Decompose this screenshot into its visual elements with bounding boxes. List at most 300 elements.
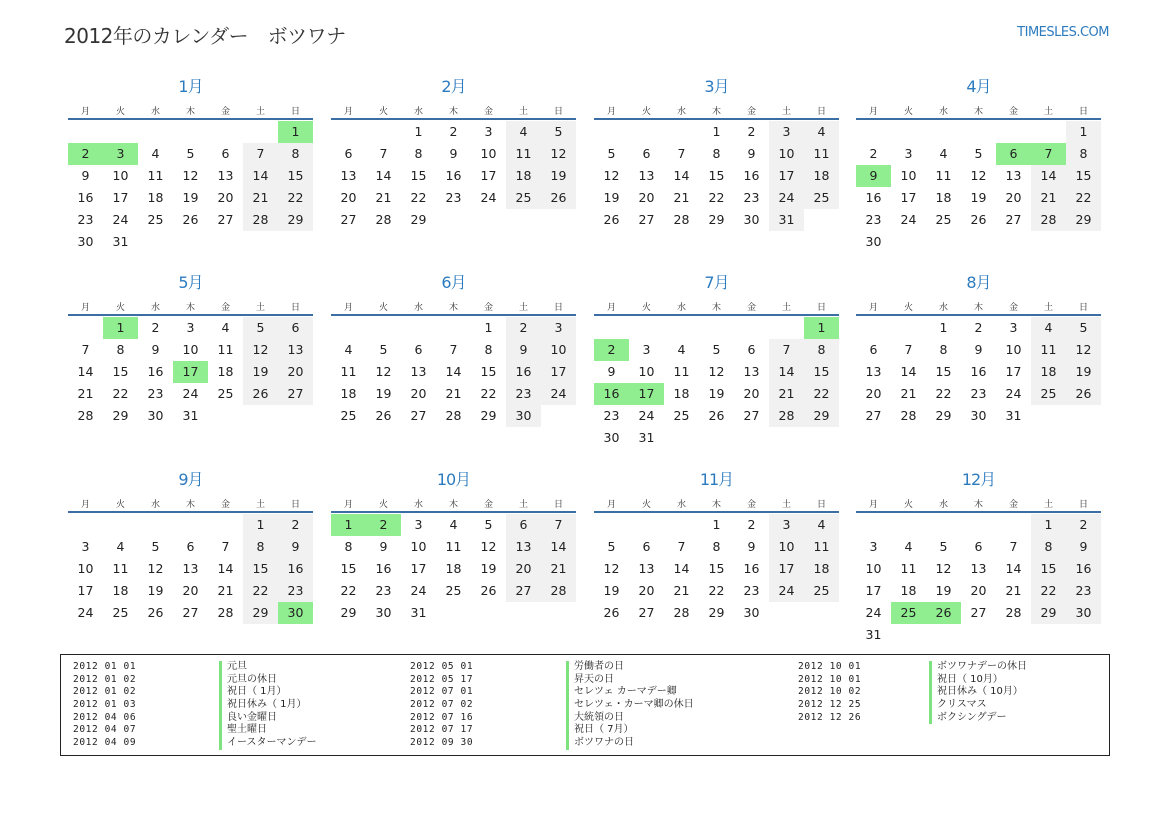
day-cell[interactable]: 21 [243,187,278,209]
day-cell[interactable]: 6 [414,342,423,357]
day-cell[interactable]: 3 [186,320,195,335]
day-cell[interactable]: 4 [1031,317,1066,339]
day-cell[interactable]: 2 [869,146,878,161]
day-cell[interactable]: 7 [541,514,576,536]
holiday-day-cell[interactable]: 17 [629,383,664,405]
day-cell[interactable]: 5 [379,342,388,357]
day-cell[interactable]: 26 [480,583,497,598]
day-cell[interactable]: 21 [445,386,462,401]
day-cell[interactable]: 8 [939,342,948,357]
day-cell[interactable]: 12 [970,168,987,183]
day-cell[interactable]: 29 [708,212,725,227]
day-cell[interactable]: 11 [340,364,357,379]
day-cell[interactable]: 12 [182,168,199,183]
day-cell[interactable]: 14 [673,168,690,183]
day-cell[interactable]: 16 [445,168,462,183]
day-cell[interactable]: 15 [1031,558,1066,580]
day-cell[interactable]: 10 [865,561,882,576]
day-cell[interactable]: 4 [449,517,458,532]
day-cell[interactable]: 19 [603,190,620,205]
day-cell[interactable]: 28 [1005,605,1022,620]
day-cell[interactable]: 1 [1031,514,1066,536]
day-cell[interactable]: 11 [673,364,690,379]
day-cell[interactable]: 28 [375,212,392,227]
day-cell[interactable]: 4 [506,121,541,143]
day-cell[interactable]: 25 [217,386,234,401]
day-cell[interactable]: 24 [638,408,655,423]
day-cell[interactable]: 18 [147,190,164,205]
day-cell[interactable]: 22 [708,190,725,205]
day-cell[interactable]: 26 [182,212,199,227]
day-cell[interactable]: 24 [410,583,427,598]
day-cell[interactable]: 3 [484,124,493,139]
day-cell[interactable]: 11 [445,539,462,554]
day-cell[interactable]: 25 [1031,383,1066,405]
day-cell[interactable]: 11 [1031,339,1066,361]
day-cell[interactable]: 2 [151,320,160,335]
day-cell[interactable]: 22 [804,383,839,405]
holiday-day-cell[interactable]: 9 [856,165,891,187]
day-cell[interactable]: 15 [278,165,313,187]
day-cell[interactable]: 13 [182,561,199,576]
day-cell[interactable]: 31 [769,209,804,231]
day-cell[interactable]: 17 [541,361,576,383]
day-cell[interactable]: 18 [804,558,839,580]
day-cell[interactable]: 14 [217,561,234,576]
day-cell[interactable]: 30 [147,408,164,423]
day-cell[interactable]: 11 [112,561,129,576]
day-cell[interactable]: 12 [541,143,576,165]
day-cell[interactable]: 10 [77,561,94,576]
day-cell[interactable]: 6 [642,539,651,554]
day-cell[interactable]: 9 [607,364,616,379]
day-cell[interactable]: 8 [344,539,353,554]
day-cell[interactable]: 17 [77,583,94,598]
day-cell[interactable]: 13 [865,364,882,379]
day-cell[interactable]: 13 [638,168,655,183]
day-cell[interactable]: 22 [243,580,278,602]
day-cell[interactable]: 8 [712,146,721,161]
day-cell[interactable]: 23 [865,212,882,227]
day-cell[interactable]: 14 [900,364,917,379]
day-cell[interactable]: 25 [445,583,462,598]
day-cell[interactable]: 25 [804,187,839,209]
holiday-day-cell[interactable]: 1 [103,317,138,339]
day-cell[interactable]: 11 [935,168,952,183]
day-cell[interactable]: 25 [673,408,690,423]
day-cell[interactable]: 5 [151,539,160,554]
day-cell[interactable]: 30 [865,234,882,249]
day-cell[interactable]: 4 [344,342,353,357]
day-cell[interactable]: 6 [869,342,878,357]
day-cell[interactable]: 4 [939,146,948,161]
day-cell[interactable]: 2 [1066,514,1101,536]
day-cell[interactable]: 17 [1005,364,1022,379]
day-cell[interactable]: 17 [769,165,804,187]
day-cell[interactable]: 9 [747,146,756,161]
day-cell[interactable]: 30 [743,605,760,620]
day-cell[interactable]: 21 [769,383,804,405]
day-cell[interactable]: 15 [708,561,725,576]
day-cell[interactable]: 19 [603,583,620,598]
day-cell[interactable]: 16 [743,561,760,576]
day-cell[interactable]: 7 [769,339,804,361]
day-cell[interactable]: 23 [278,580,313,602]
day-cell[interactable]: 8 [1066,143,1101,165]
day-cell[interactable]: 15 [1066,165,1101,187]
day-cell[interactable]: 5 [186,146,195,161]
day-cell[interactable]: 3 [869,539,878,554]
day-cell[interactable]: 30 [506,405,541,427]
day-cell[interactable]: 28 [769,405,804,427]
day-cell[interactable]: 7 [677,146,686,161]
day-cell[interactable]: 11 [147,168,164,183]
day-cell[interactable]: 6 [278,317,313,339]
day-cell[interactable]: 4 [151,146,160,161]
day-cell[interactable]: 22 [1031,580,1066,602]
day-cell[interactable]: 21 [77,386,94,401]
day-cell[interactable]: 14 [673,561,690,576]
day-cell[interactable]: 4 [804,121,839,143]
holiday-day-cell[interactable]: 25 [891,602,926,624]
day-cell[interactable]: 16 [147,364,164,379]
day-cell[interactable]: 20 [217,190,234,205]
day-cell[interactable]: 28 [445,408,462,423]
day-cell[interactable]: 3 [414,517,423,532]
day-cell[interactable]: 16 [1066,558,1101,580]
day-cell[interactable]: 22 [278,187,313,209]
day-cell[interactable]: 15 [804,361,839,383]
day-cell[interactable]: 6 [221,146,230,161]
day-cell[interactable]: 25 [340,408,357,423]
day-cell[interactable]: 9 [747,539,756,554]
day-cell[interactable]: 3 [541,317,576,339]
day-cell[interactable]: 28 [217,605,234,620]
day-cell[interactable]: 1 [712,517,721,532]
holiday-day-cell[interactable]: 30 [278,602,313,624]
day-cell[interactable]: 1 [414,124,423,139]
day-cell[interactable]: 7 [221,539,230,554]
day-cell[interactable]: 29 [1031,602,1066,624]
day-cell[interactable]: 14 [445,364,462,379]
day-cell[interactable]: 7 [81,342,90,357]
day-cell[interactable]: 3 [642,342,651,357]
day-cell[interactable]: 15 [340,561,357,576]
day-cell[interactable]: 19 [182,190,199,205]
day-cell[interactable]: 11 [506,143,541,165]
day-cell[interactable]: 7 [243,143,278,165]
day-cell[interactable]: 7 [379,146,388,161]
day-cell[interactable]: 9 [506,339,541,361]
day-cell[interactable]: 24 [77,605,94,620]
day-cell[interactable]: 21 [217,583,234,598]
day-cell[interactable]: 8 [804,339,839,361]
day-cell[interactable]: 22 [708,583,725,598]
day-cell[interactable]: 2 [747,517,756,532]
day-cell[interactable]: 1 [712,124,721,139]
day-cell[interactable]: 29 [340,605,357,620]
day-cell[interactable]: 22 [410,190,427,205]
holiday-day-cell[interactable]: 6 [996,143,1031,165]
day-cell[interactable]: 28 [673,605,690,620]
day-cell[interactable]: 16 [743,168,760,183]
day-cell[interactable]: 18 [900,583,917,598]
holiday-day-cell[interactable]: 16 [594,383,629,405]
day-cell[interactable]: 16 [865,190,882,205]
day-cell[interactable]: 22 [112,386,129,401]
day-cell[interactable]: 26 [1066,383,1101,405]
day-cell[interactable]: 10 [541,339,576,361]
day-cell[interactable]: 19 [480,561,497,576]
day-cell[interactable]: 25 [935,212,952,227]
day-cell[interactable]: 12 [1066,339,1101,361]
day-cell[interactable]: 17 [480,168,497,183]
day-cell[interactable]: 18 [445,561,462,576]
day-cell[interactable]: 23 [506,383,541,405]
day-cell[interactable]: 29 [708,605,725,620]
day-cell[interactable]: 27 [278,383,313,405]
day-cell[interactable]: 24 [112,212,129,227]
day-cell[interactable]: 8 [1031,536,1066,558]
day-cell[interactable]: 5 [712,342,721,357]
day-cell[interactable]: 31 [638,430,655,445]
day-cell[interactable]: 23 [445,190,462,205]
day-cell[interactable]: 24 [900,212,917,227]
day-cell[interactable]: 29 [278,209,313,231]
day-cell[interactable]: 13 [278,339,313,361]
day-cell[interactable]: 13 [638,561,655,576]
day-cell[interactable]: 24 [480,190,497,205]
site-logo[interactable]: TIMESLES.COM [1017,25,1109,40]
day-cell[interactable]: 8 [414,146,423,161]
day-cell[interactable]: 25 [804,580,839,602]
day-cell[interactable]: 12 [603,561,620,576]
day-cell[interactable]: 17 [410,561,427,576]
day-cell[interactable]: 20 [638,583,655,598]
day-cell[interactable]: 10 [480,146,497,161]
day-cell[interactable]: 12 [935,561,952,576]
day-cell[interactable]: 17 [769,558,804,580]
day-cell[interactable]: 20 [410,386,427,401]
day-cell[interactable]: 10 [638,364,655,379]
day-cell[interactable]: 9 [1066,536,1101,558]
day-cell[interactable]: 27 [865,408,882,423]
day-cell[interactable]: 31 [182,408,199,423]
day-cell[interactable]: 20 [278,361,313,383]
day-cell[interactable]: 12 [147,561,164,576]
day-cell[interactable]: 22 [480,386,497,401]
day-cell[interactable]: 22 [935,386,952,401]
day-cell[interactable]: 25 [506,187,541,209]
day-cell[interactable]: 30 [743,212,760,227]
day-cell[interactable]: 9 [81,168,90,183]
day-cell[interactable]: 11 [217,342,234,357]
day-cell[interactable]: 29 [804,405,839,427]
day-cell[interactable]: 16 [77,190,94,205]
day-cell[interactable]: 21 [541,558,576,580]
day-cell[interactable]: 29 [1066,209,1101,231]
day-cell[interactable]: 27 [410,408,427,423]
day-cell[interactable]: 3 [81,539,90,554]
day-cell[interactable]: 31 [1005,408,1022,423]
day-cell[interactable]: 10 [1005,342,1022,357]
day-cell[interactable]: 4 [221,320,230,335]
day-cell[interactable]: 13 [1005,168,1022,183]
day-cell[interactable]: 9 [278,536,313,558]
day-cell[interactable]: 27 [1005,212,1022,227]
day-cell[interactable]: 6 [747,342,756,357]
day-cell[interactable]: 2 [747,124,756,139]
day-cell[interactable]: 24 [182,386,199,401]
day-cell[interactable]: 4 [904,539,913,554]
day-cell[interactable]: 31 [410,605,427,620]
day-cell[interactable]: 13 [743,364,760,379]
day-cell[interactable]: 28 [673,212,690,227]
day-cell[interactable]: 29 [410,212,427,227]
day-cell[interactable]: 15 [243,558,278,580]
day-cell[interactable]: 19 [935,583,952,598]
holiday-day-cell[interactable]: 26 [926,602,961,624]
day-cell[interactable]: 23 [77,212,94,227]
day-cell[interactable]: 26 [375,408,392,423]
day-cell[interactable]: 24 [541,383,576,405]
day-cell[interactable]: 19 [375,386,392,401]
holiday-day-cell[interactable]: 1 [331,514,366,536]
day-cell[interactable]: 15 [935,364,952,379]
day-cell[interactable]: 16 [506,361,541,383]
day-cell[interactable]: 21 [900,386,917,401]
day-cell[interactable]: 9 [151,342,160,357]
day-cell[interactable]: 27 [182,605,199,620]
day-cell[interactable]: 26 [541,187,576,209]
day-cell[interactable]: 13 [217,168,234,183]
day-cell[interactable]: 14 [77,364,94,379]
day-cell[interactable]: 1 [484,320,493,335]
day-cell[interactable]: 10 [900,168,917,183]
day-cell[interactable]: 22 [1066,187,1101,209]
day-cell[interactable]: 5 [484,517,493,532]
day-cell[interactable]: 26 [603,605,620,620]
day-cell[interactable]: 20 [970,583,987,598]
day-cell[interactable]: 6 [974,539,983,554]
day-cell[interactable]: 8 [278,143,313,165]
day-cell[interactable]: 7 [904,342,913,357]
day-cell[interactable]: 30 [1066,602,1101,624]
day-cell[interactable]: 8 [243,536,278,558]
day-cell[interactable]: 5 [541,121,576,143]
holiday-day-cell[interactable]: 2 [68,143,103,165]
day-cell[interactable]: 5 [607,146,616,161]
day-cell[interactable]: 23 [970,386,987,401]
day-cell[interactable]: 23 [743,190,760,205]
holiday-day-cell[interactable]: 2 [594,339,629,361]
day-cell[interactable]: 17 [900,190,917,205]
day-cell[interactable]: 6 [186,539,195,554]
day-cell[interactable]: 12 [603,168,620,183]
day-cell[interactable]: 2 [974,320,983,335]
day-cell[interactable]: 20 [182,583,199,598]
day-cell[interactable]: 27 [217,212,234,227]
day-cell[interactable]: 18 [804,165,839,187]
day-cell[interactable]: 3 [1009,320,1018,335]
day-cell[interactable]: 6 [506,514,541,536]
day-cell[interactable]: 5 [974,146,983,161]
holiday-day-cell[interactable]: 3 [103,143,138,165]
day-cell[interactable]: 14 [1031,165,1066,187]
day-cell[interactable]: 20 [506,558,541,580]
day-cell[interactable]: 21 [1031,187,1066,209]
day-cell[interactable]: 26 [708,408,725,423]
day-cell[interactable]: 25 [112,605,129,620]
day-cell[interactable]: 24 [1005,386,1022,401]
day-cell[interactable]: 24 [769,187,804,209]
day-cell[interactable]: 17 [865,583,882,598]
day-cell[interactable]: 29 [112,408,129,423]
day-cell[interactable]: 14 [541,536,576,558]
day-cell[interactable]: 9 [974,342,983,357]
day-cell[interactable]: 6 [642,146,651,161]
day-cell[interactable]: 24 [769,580,804,602]
day-cell[interactable]: 16 [375,561,392,576]
day-cell[interactable]: 14 [375,168,392,183]
day-cell[interactable]: 10 [769,143,804,165]
day-cell[interactable]: 27 [340,212,357,227]
day-cell[interactable]: 4 [677,342,686,357]
day-cell[interactable]: 12 [243,339,278,361]
holiday-day-cell[interactable]: 7 [1031,143,1066,165]
day-cell[interactable]: 10 [182,342,199,357]
day-cell[interactable]: 5 [1066,317,1101,339]
day-cell[interactable]: 3 [769,121,804,143]
day-cell[interactable]: 20 [340,190,357,205]
day-cell[interactable]: 20 [1005,190,1022,205]
day-cell[interactable]: 23 [743,583,760,598]
day-cell[interactable]: 18 [673,386,690,401]
day-cell[interactable]: 29 [243,602,278,624]
day-cell[interactable]: 18 [506,165,541,187]
day-cell[interactable]: 8 [712,539,721,554]
holiday-day-cell[interactable]: 1 [804,317,839,339]
day-cell[interactable]: 15 [480,364,497,379]
day-cell[interactable]: 28 [77,408,94,423]
day-cell[interactable]: 23 [603,408,620,423]
day-cell[interactable]: 15 [410,168,427,183]
day-cell[interactable]: 27 [638,605,655,620]
day-cell[interactable]: 4 [804,514,839,536]
day-cell[interactable]: 1 [1066,121,1101,143]
day-cell[interactable]: 18 [340,386,357,401]
day-cell[interactable]: 15 [708,168,725,183]
day-cell[interactable]: 21 [1005,583,1022,598]
day-cell[interactable]: 18 [935,190,952,205]
day-cell[interactable]: 29 [480,408,497,423]
day-cell[interactable]: 30 [375,605,392,620]
day-cell[interactable]: 25 [147,212,164,227]
day-cell[interactable]: 5 [243,317,278,339]
day-cell[interactable]: 27 [506,580,541,602]
day-cell[interactable]: 18 [217,364,234,379]
day-cell[interactable]: 7 [677,539,686,554]
day-cell[interactable]: 23 [375,583,392,598]
day-cell[interactable]: 27 [743,408,760,423]
holiday-day-cell[interactable]: 17 [173,361,208,383]
day-cell[interactable]: 19 [1066,361,1101,383]
day-cell[interactable]: 19 [541,165,576,187]
day-cell[interactable]: 29 [935,408,952,423]
day-cell[interactable]: 16 [278,558,313,580]
day-cell[interactable]: 30 [970,408,987,423]
day-cell[interactable]: 26 [970,212,987,227]
